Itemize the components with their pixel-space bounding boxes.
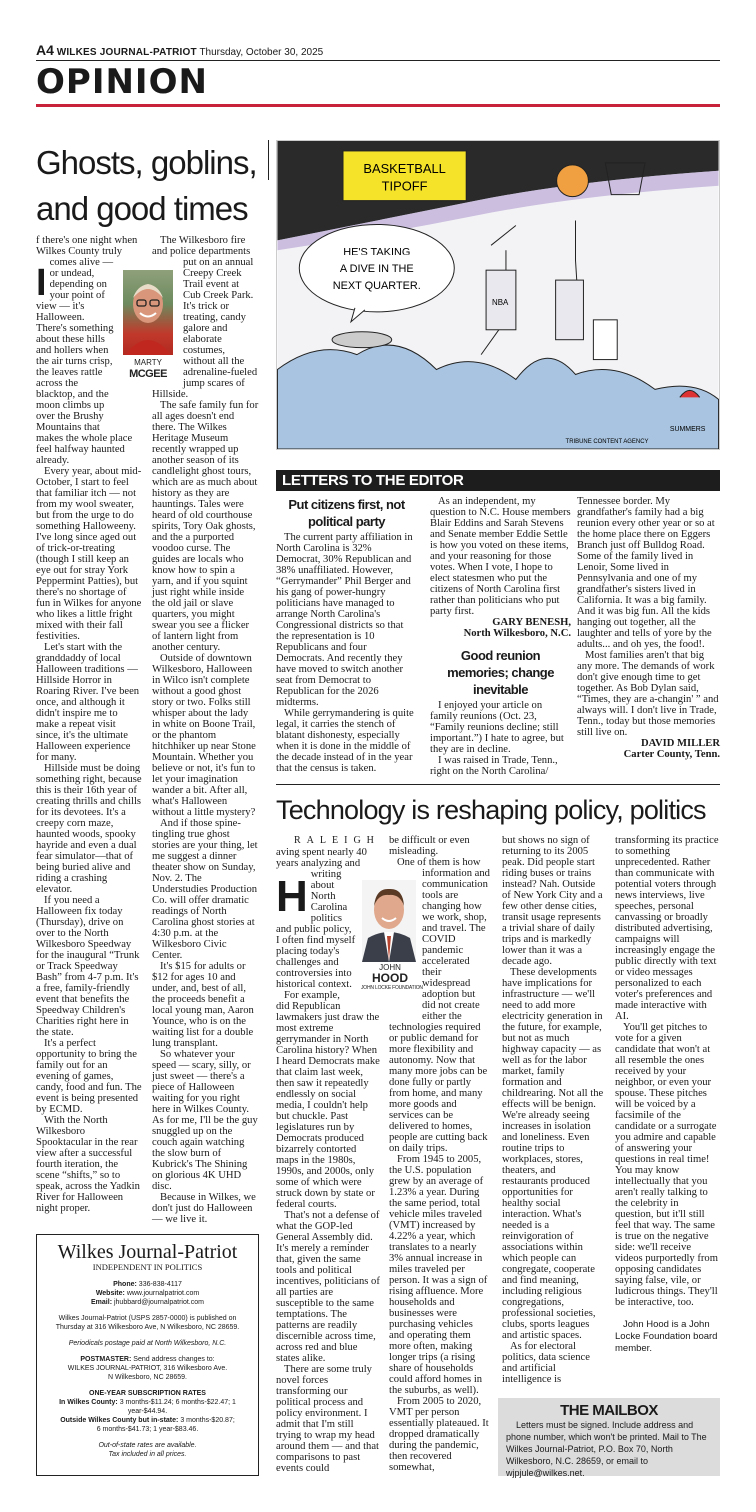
rates-in-state: 6 months-$41.73; 1 year-$83.46. xyxy=(96,1426,199,1433)
rates-in-county: In Wilkes County: 3 months-$11.24; 6 months-$22.47; 1 year-$44.94. xyxy=(59,1399,236,1415)
postmaster-address: N Wilkesboro, NC 28659. xyxy=(108,1374,187,1381)
issue-date: Thursday, October 30, 2025 xyxy=(199,47,324,58)
article-paragraph: So whatever your speed — scary, silly, or just sweet — there's a piece of Halloween waiting for you right here in Wilkes County. As for me, I'll be the guy snuggled up on the couch again watching the slow burn of Kubrick's The Shining on glorious 4K UHD disc. xyxy=(152,1049,258,1192)
paragraph-group xyxy=(502,967,604,1385)
dateline: RALEIGH xyxy=(294,835,380,846)
letter-signature-name: GARY BENESH, xyxy=(492,617,571,628)
cartoon-illustration xyxy=(277,141,719,449)
page-folio xyxy=(36,42,720,61)
article-paragraph: Tennessee border. My grandfather's family had a big reunion every other year or so at the home place there on Eggers Branch just off Bulldog Road. Some of the family lived in Lenoir, Some lived in Pennsylvania and one of my grandfather's sisters lived in California. It was a big family. And it was big fun. All the kids hanging out together, all the laughter and tells of yore by the adults... and oh yes, the food!. xyxy=(577,496,715,650)
article-paragraph: be difficult or even misleading. xyxy=(389,835,470,857)
paragraph-group xyxy=(430,700,571,777)
article-paragraph: As for electoral politics, data science and artificial intelligence is xyxy=(502,1341,590,1385)
tech-column-1 xyxy=(276,835,380,1474)
article-paragraph: It's $15 for adults or $12 for ages 10 and under, and, best of all, the proceeds benefit a local young man, Aaron Younce, who is on the waiting list for a double lung transplant. xyxy=(152,961,254,1049)
article-paragraph: These developments have implications for infrastructure — we'll need to add more electricity generation in the future, for example, but not as much highway capacity — as well as for the labor market, family formation and childrearing. Not all the effects will be benign. We're already seeing increases in isolation and loneliness. Even routine trips to workplaces, stores, theaters, and restaurants produced opportunities for healthy social interaction. What's needed is a reinvigoration of associations within which people can congregate, cooperate and find meaning, including religious congregations, professional societies, clubs, sports leagues and artistic spaces. xyxy=(502,967,604,1341)
letter-headline: Put citizens first, not political party xyxy=(288,497,405,529)
article-paragraph: From 1945 to 2005, the U.S. population grew by an average of 1.23% a year. During the same period, total vehicle miles traveled (VMT) increased by 4.22% a year, which translates to a nearly 3% annual increase in miles traveled per person. It was a sign of rising affluence. More households and businesses were purchasing vehicles and operating them more often, making longer trips (a rising share of households could afford homes in the suburbs, as well). xyxy=(389,1154,488,1396)
paper-name: WILKES JOURNAL-PATRIOT xyxy=(56,47,197,58)
tech-headline xyxy=(276,790,720,830)
article-paragraph: It's a perfect opportunity to bring the family out for an evening of games, candy, food and fun. The event is being presented by ECMD. xyxy=(36,1038,142,1115)
paragraph-group xyxy=(615,1022,719,1308)
headline-line-1: Ghosts, goblins, xyxy=(36,144,257,181)
speech-bubble-text: HE'S TAKING xyxy=(343,246,411,259)
tech-column-2 xyxy=(389,835,490,1473)
ghosts-headline xyxy=(36,140,266,232)
letters-header: LETTERS TO THE EDITOR xyxy=(282,472,464,489)
tax-note: Tax included in all prices. xyxy=(108,1451,187,1458)
mailbox-box xyxy=(498,1398,720,1476)
author-last-name: HOOD xyxy=(372,971,408,985)
masthead-subtitle: INDEPENDENT IN POLITICS xyxy=(92,1262,203,1272)
ghosts-column-1 xyxy=(36,235,142,1214)
section-rule xyxy=(276,784,720,785)
cartoon-sign-text: BASKETBALL xyxy=(363,160,446,176)
letter-signature-place: Carter County, Tenn. xyxy=(623,749,720,760)
article-paragraph: Because in Wilkes, we don't just do Halloween — we live it. xyxy=(152,1192,256,1225)
article-paragraph: While gerrymandering is quite legal, it carries the stench of blatant dishonesty, especially when it is done in the middle of the decade instead of in the year that the census is taken. xyxy=(276,708,414,774)
cartoon-credit: TRIBUNE CONTENT AGENCY xyxy=(565,439,649,446)
article-paragraph: The Wilkesboro fire and police departments put on an annual Creepy Creek Trail event at Cub Creek Park. It's trick or treating, candy galore and elaborate costumes, without all the adrenaline-fueled jump scares of Hillside. xyxy=(152,235,258,400)
letters-column-1 xyxy=(276,494,417,774)
paragraph-group xyxy=(276,990,380,1474)
cartoon-sign-text: TIPOFF xyxy=(381,178,428,194)
article-paragraph: The safe family fun for all ages doesn't end there. The Wilkes Heritage Museum recently wrapped up another season of its candlelight ghost tours, which are as much about history as they are hauntings. Tales were heard of old courthouse spirits, Tory Oak ghosts, and the a purported voodoo curse. The guides are locals who know how to spin a yarn, and if you squint just right while inside the old jail or slave quarters, you might swear you see a flicker of lantern light from another century. xyxy=(152,400,259,653)
article-paragraph: Outside of downtown Wilkesboro, Halloween in Wilco isn't complete without a good ghost story or two. Folks still whisper about the lady in white on Boone Trail, or the phantom hitchhiker up near Stone Mountain. Whether you believe or not, it's fun to let your imagination wander a bit. After all, what's Halloween without a little mystery? xyxy=(152,653,256,818)
article-paragraph: From 2005 to 2020, VMT per person essentially plateaued. It dropped dramatically during the pandemic, then recovered somewhat, xyxy=(389,1396,489,1473)
author-organization: JOHN LOCKE FOUNDATION xyxy=(361,985,423,991)
author-tagline: John Hood is a John Locke Foundation board member. xyxy=(615,1319,718,1354)
article-paragraph: I was raised in Trade, Tenn., right on the North Carolina/ xyxy=(430,755,558,777)
postmaster-note: POSTMASTER: Send address changes to: xyxy=(80,1356,215,1363)
letter-signature-name: DAVID MILLER xyxy=(641,738,720,749)
section-divider xyxy=(36,104,720,107)
postmaster-address: WILKES JOURNAL-PATRIOT, 316 Wilkesboro Ave. xyxy=(67,1365,228,1372)
article-paragraph: Let's start with the granddaddy of local Halloween traditions — Hillside Horror in Roaring River. I've been once, and although it didn't inspire me to make a repeat visit since, it's the ultimate Halloween experience for many. xyxy=(36,642,140,763)
letters-column-3 xyxy=(577,496,720,760)
article-paragraph: There are some truly novel forces transforming our political process and policy environment. I admit that I'm still trying to wrap my head around them — and that comparisons to past events could xyxy=(276,1364,379,1474)
article-paragraph: transforming its practice to something unprecedented. Rather than communicate with potential voters through news interviews, live speeches, personal canvassing or broadly distributed advertising, campaigns will increasingly engage the public directly with text or video messages personalized to each voter's preferences and made interactive with AI. xyxy=(615,835,719,1022)
article-paragraph: For example, did Republican lawmakers just draw the most extreme gerrymander in North Carolina history? When I heard Democrats make that claim last week, then saw it repeatedly endlessly on social media, I couldn't help but chuckle. Past legislatures run by Democrats produced bizarrely contorted maps in the 1980s, 1990s, and 2000s, only some of which were struck down by state or federal courts. xyxy=(276,990,380,1210)
author-first-name: MARTY xyxy=(134,358,162,367)
letters-header-bar xyxy=(276,470,720,491)
article-paragraph: That's not a defense of what the GOP-led General Assembly did. It's merely a reminder that, given the same tools and political incentives, politicians of all parties are susceptible to the same temptations. The patterns are readily discernible across time, across red and blue states alike. xyxy=(276,1210,380,1364)
letters-column-2 xyxy=(430,496,571,777)
article-paragraph: As an independent, my question to N.C. House members Blair Eddins and Sarah Stevens and Senate member Eddie Settle is how you voted on these items, and your reasoning for those votes. When I vote, I hope to elect statesmen who put the citizens of North Carolina first rather than politicians who put party first. xyxy=(430,496,571,617)
article-paragraph: And if those spine-tingling true ghost stories are your thing, let me suggest a dinner theater show on Sunday, Nov. 2. The Understudies Production Co. will offer dramatic readings of North Carolina ghost stories at 4:30 p.m. at the Wilkesboro Civic Center. xyxy=(152,818,258,961)
page-number: A4 xyxy=(36,42,54,58)
drop-cap: I xyxy=(36,262,47,304)
letter-signature-place: North Wilkesboro, N.C. xyxy=(463,628,571,639)
cartoon-artist: SUMMERS xyxy=(669,426,706,434)
paragraph-group xyxy=(36,466,142,1214)
article-paragraph: I enjoyed your article on family reunions (Oct. 23, “Family reunions decline; still important.”) I hate to agree, but they are in decline. xyxy=(430,700,564,755)
periodicals-note: Periodicals postage paid at North Wilkesboro, N.C. xyxy=(68,1340,227,1347)
article-paragraph: H aving spent nearly 40 years analyzing and writing about North Carolina politics and public policy, I often find myself placing today's challenges and controversies into historical context. xyxy=(276,847,367,990)
article-paragraph: One of them is how information and communication tools are changing how we work, shop, and travel. The COVID pandemic accelerated their widespread adoption but did not create either the technologies required or public demand for more flexibility and autonomy. Now that many more jobs can be done fully or partly from home, and many more goods and services can be delivered to homes, people are cutting back on daily trips. xyxy=(389,857,490,1154)
drop-cap: H xyxy=(276,872,308,921)
masthead-title: Wilkes Journal-Patriot xyxy=(57,1241,238,1263)
article-paragraph: I f there's one night when Wilkes County truly comes alive — or undead, depending on your point of view — it's Halloween. There's something about these hills and hollers when the air turns crisp, the leaves rattle across the blacktop, and the moon climbs up over the Brushy Mountains that makes the whole place feel halfway haunted already. xyxy=(36,235,138,466)
rates-title: ONE-YEAR SUBSCRIPTION RATES xyxy=(89,1390,206,1397)
rates-in-state: Outside Wilkes County but in-state: 3 months-$20.87; xyxy=(60,1417,235,1424)
paragraph-group xyxy=(577,496,720,738)
article-paragraph: Most families aren't that big any more. The demands of work don't give enough time to get together. As Bob Dylan said, “Times, they are a-changin' ” and always will. I don't live in Trade, Tenn., today but those memories still live on. xyxy=(577,650,719,738)
mailbox-title: THE MAILBOX xyxy=(560,1402,658,1419)
article-paragraph: If you need a Halloween fix today (Thursday), drive on over to the North Wilkesboro Speedway for the inaugural “Trunk or Track Speedway Bash” from 4-7 p.m. It's a free, family-friendly event that benefits the Speedway Children's Charities right here in the state. xyxy=(36,895,140,1038)
ghosts-column-2 xyxy=(152,235,259,1225)
article-paragraph: Every year, about mid-October, I start to feel that familiar itch — not from my wool sweater, but from the urge to do something Halloweeny. I've long since aged out of trick-or-treating (though I still keep an eye out for stray York Peppermint Patties), but there's no shortage of fun in Wilkes for anyone who likes a little fright mixed with their fall festivities. xyxy=(36,466,142,642)
article-paragraph: With the North Wilkesboro Spooktacular in the rear view after a successful fourth iteration, the scene “shifts,” so to speak, across the Yadkin River for Halloween night proper. xyxy=(36,1115,140,1214)
column-rule xyxy=(268,140,269,180)
editorial-cartoon xyxy=(276,140,720,450)
article-paragraph: but shows no sign of returning to its 2005 peak. Did people start riding buses or trains instead? Nah. Outside of New York City and a few other dense cities, transit usage represents a trivial share of daily trips and is markedly lower than it was a decade ago. xyxy=(502,835,603,967)
headline-text: Technology is reshaping policy, politics xyxy=(276,795,706,825)
mailbox-text: Letters must be signed. Include address and phone number, which won't be printed. Mail to The Wilkes Journal-Patriot, P.O. Box 70, North Wilkesboro, N.C. 28659, or email to wjpjule@wilkes.net. xyxy=(506,1420,707,1478)
tech-column-3 xyxy=(502,835,604,1385)
phone-line: Phone: 336-838-4117 xyxy=(113,1281,182,1288)
publish-info: Wilkes Journal-Patriot (USPS 2857-0000) is published on xyxy=(58,1315,237,1322)
speech-bubble-text: NEXT QUARTER. xyxy=(332,280,421,293)
section-title: OPINION xyxy=(36,62,208,102)
email-line[interactable]: Email: jhubbard@journalpatriot.com xyxy=(91,1299,204,1306)
headline-line-2: and good times xyxy=(36,190,248,227)
masthead-box xyxy=(36,1234,259,1476)
article-paragraph: The current party affiliation in North Carolina is 32% Democrat, 30% Republican and 38% unaffiliated. However, “Gerrymander” Phil Berger and his gang of power-hungry politicians have managed to arrange North Carolina's Congressional districts so that the representation is 10 Republicans and four Democrats. And recently they have moved to switch another seat from Democrat to Republican for the 2026 midterms. xyxy=(276,532,413,708)
article-paragraph: You'll get pitches to vote for a given candidate that won't at all resemble the ones received by your neighbor, or even your spouse. These pitches will be voiced by a facsimile of the candidate or a surrogate you admire and capable of answering your questions in real time! You may know intellectually that you aren't really talking to the celebrity in question, but it'll still feel that way. The same is true on the negative side: we'll receive videos purportedly from opposing candidates saying false, vile, or ludicrous things. They'll be interactive, too. xyxy=(615,1022,718,1308)
letter-headline: Good reunion memories; change inevitable xyxy=(447,648,554,697)
out-of-state-note: Out-of-state rates are available. xyxy=(98,1442,197,1449)
website-line[interactable]: Website: www.journalpatriot.com xyxy=(95,1290,200,1297)
jersey-text: NBA xyxy=(492,297,509,307)
paragraph-group xyxy=(430,496,571,617)
article-paragraph: Hillside must be doing something right, because this is their 16th year of creating thrills and chills for its devotees. It's a creepy corn maze, haunted woods, spooky hayride and even a dual fear simulator—that of being buried alive and riding a crashing elevator. xyxy=(36,763,142,895)
author-first-name: JOHN xyxy=(379,963,401,972)
tech-column-4 xyxy=(615,835,719,1355)
publish-info: Thursday at 316 Wilkesboro Ave, N Wilkesboro, NC 28659. xyxy=(55,1324,240,1331)
paragraph-group xyxy=(276,532,417,774)
speech-bubble-text: A DIVE IN THE xyxy=(339,263,414,276)
author-last-name: MCGEE xyxy=(129,368,167,380)
